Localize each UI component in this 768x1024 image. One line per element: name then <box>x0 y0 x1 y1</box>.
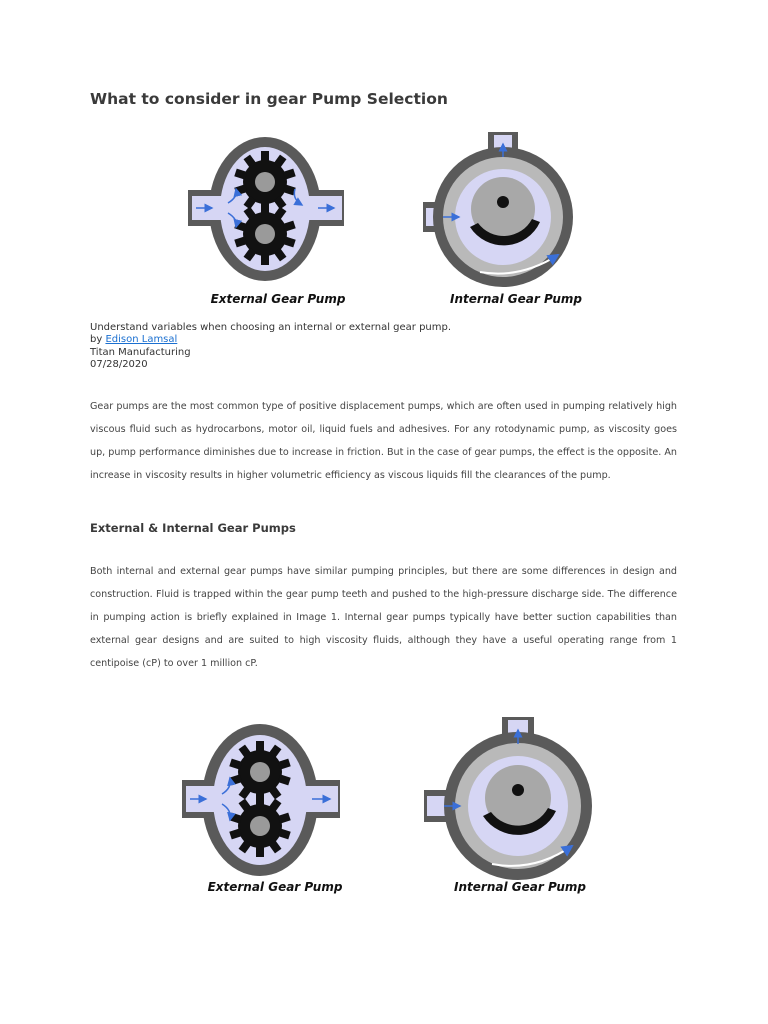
byline <box>90 334 451 346</box>
external-gear-pump-icon <box>188 137 344 281</box>
gear-pump-figure-bottom <box>172 712 602 900</box>
gear-pump-figure-top <box>180 127 595 309</box>
article-meta <box>90 322 451 371</box>
byline-prefix: by <box>90 334 103 346</box>
external-pump-caption: External Gear Pump <box>210 292 346 306</box>
comparison-paragraph: Both internal and external gear pumps have similar pumping principles, but there are some differences in design and construction. Fluid is trapped within the gear pump teeth and pushed to the high-pressure discharge side. The difference in pumping action is briefly explained in Image 1. Internal gear pumps typically have better suction capabilities than external gear designs and are suited to high viscosity fluids, although they have a useful operating range from 1 centipoise (cP) to over 1 million cP. <box>90 566 677 670</box>
gear-pump-diagram-2 <box>172 712 602 900</box>
internal-gear-pump-icon <box>423 132 573 287</box>
external-pump-caption-2: External Gear Pump <box>207 880 343 894</box>
internal-pump-caption-2: Internal Gear Pump <box>454 880 586 894</box>
internal-pump-caption: Internal Gear Pump <box>450 292 582 306</box>
author-link[interactable]: Edison Lamsal <box>105 334 178 346</box>
article-summary: Understand variables when choosing an internal or external gear pump. <box>90 322 452 333</box>
publish-date: 07/28/2020 <box>90 358 148 370</box>
gear-pump-diagram <box>180 127 595 309</box>
internal-gear-pump-icon-2 <box>424 717 592 880</box>
external-gear-pump-icon-2 <box>182 724 340 876</box>
intro-paragraph: Gear pumps are the most common type of positive displacement pumps, which are often used in pumping relatively high viscous fluid such as hydrocarbons, motor oil, liquid fuels and adhesives. For any rotodynamic pump, as viscosity goes up, pump performance diminishes due to increase in friction. But in the case of gear pumps, the effect is the opposite. An increase in viscosity results in higher volumetric efficiency as viscous liquids fill the clearances of the pump. <box>90 401 677 482</box>
section-heading: External & Internal Gear Pumps <box>90 521 296 535</box>
company-name: Titan Manufacturing <box>90 346 191 358</box>
page-title: What to consider in gear Pump Selection <box>90 90 448 108</box>
